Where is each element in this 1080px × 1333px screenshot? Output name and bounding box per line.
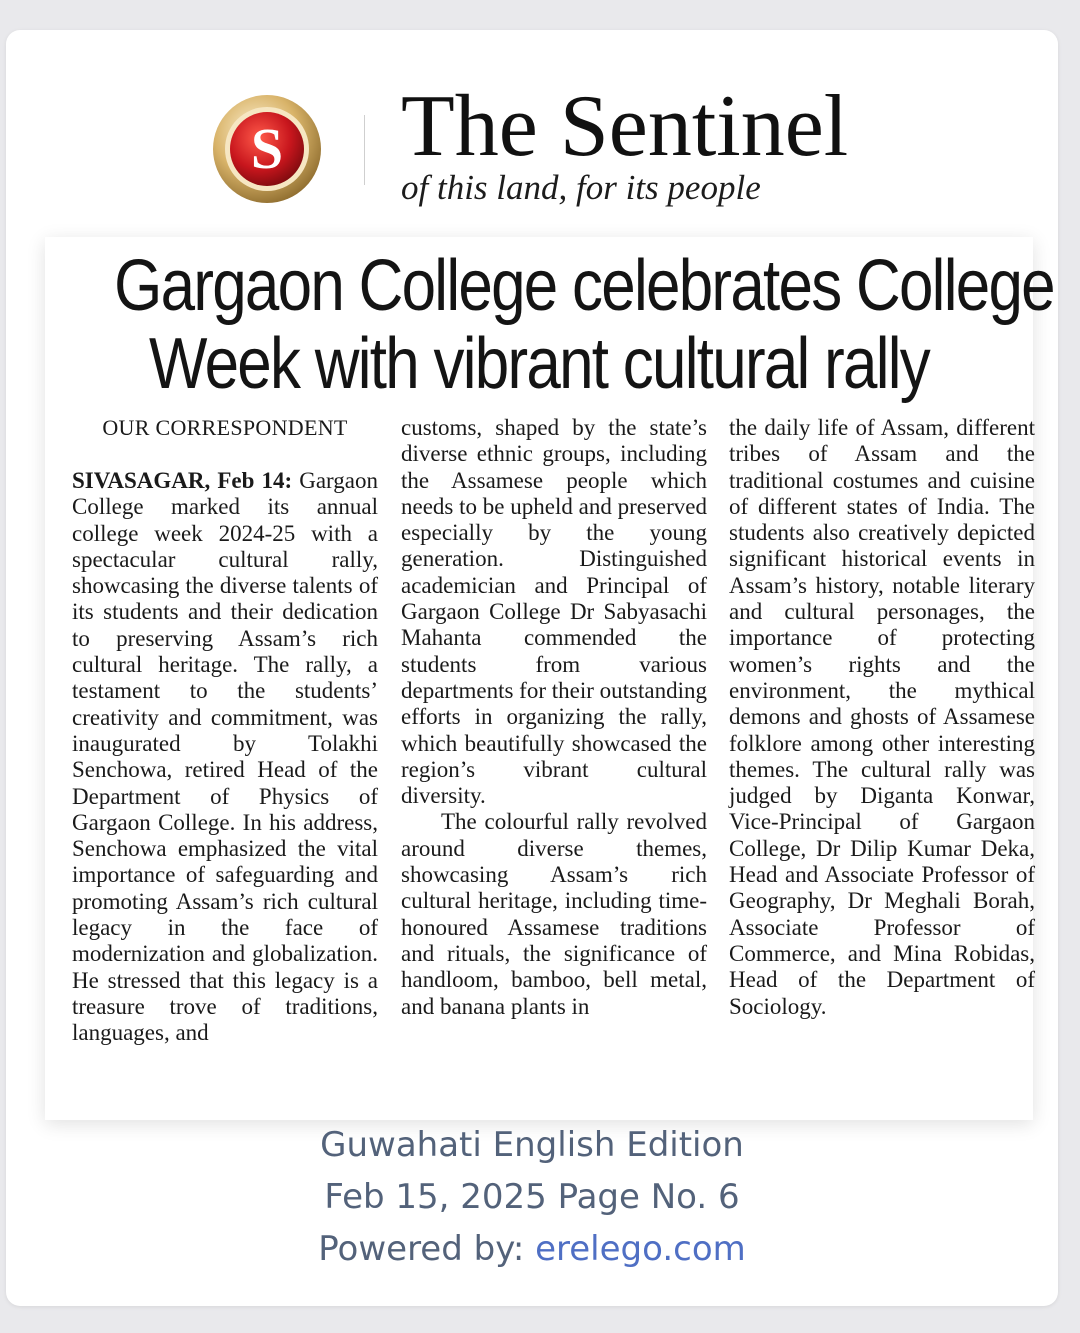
- headline-line-2: Week with vibrant cultural rally: [148, 324, 930, 404]
- clipping-card: [6, 30, 1058, 1306]
- column-3-paragraph: the daily life of Assam, different tribes of Assam and the traditional costumes and cuisine of different states of India. The students also creatively depicted significant historical events in Assam’s history, notable literary and cultural personages, the importance of protecting women’s rights and the environment, the mythical demons and ghosts of Assamese folklore among other interesting themes. The cultural rally was judged by Diganta Konwar, Vice-Principal of Gargaon College, Dr Dilip Kumar Deka, Head and Associate Professor of Geography, Dr Meghali Borah, Associate Professor of Commerce, and Mina Robidas, Head of the Department of Sociology.: [729, 415, 1035, 1019]
- column-2-paragraph-2: The colourful rally revolved around diverse themes, showcasing Assam’s rich cultural heritage, including time-honoured Assamese traditions and rituals, the significance of handloom, bamboo, bell metal, and banana plants in: [401, 809, 707, 1019]
- masthead: [6, 30, 1058, 205]
- article-headline: [114, 246, 1054, 404]
- newspaper-title: The Sentinel: [401, 78, 849, 175]
- sentinel-logo-icon: [211, 93, 323, 205]
- column-1-paragraph: [72, 468, 378, 1047]
- masthead-divider: [364, 115, 365, 185]
- newspaper-tagline: of this land, for its people: [401, 168, 761, 207]
- news-clipping: [45, 237, 1054, 1120]
- powered-by-label: Powered by:: [318, 1229, 536, 1269]
- logo-letter: S: [250, 116, 284, 181]
- article-column-2: [401, 415, 707, 1020]
- erelego-link[interactable]: erelego.com: [535, 1229, 746, 1269]
- article-column-1: [72, 415, 378, 1047]
- edition-footer: [6, 1119, 1058, 1275]
- column-1-text: Gargaon College marked its annual college week 2024-25 with a spectacular cultural rally, showcasing the diverse talents of its students and their dedication to preserving Assam’s rich cultural heritage. The rally, a testament to the students’ creativity and commitment, was inaugurated by Tolakhi Senchowa, retired Head of the Department of Physics of Gargaon College. In his address, Senchowa emphasized the vital importance of safeguarding and promoting Assam’s rich cultural legacy in the face of modernization and globalization. He stressed that this legacy is a treasure trove of traditions, languages, and: [72, 468, 378, 1046]
- dateline: SIVASAGAR, Feb 14:: [72, 468, 293, 493]
- powered-by: [6, 1223, 1058, 1275]
- article-column-3: [729, 415, 1035, 1020]
- edition-name: Guwahati English Edition: [320, 1125, 744, 1165]
- headline-line-1: Gargaon College celebrates College: [114, 246, 1054, 326]
- column-2-paragraph-1: customs, shaped by the state’s diverse ethnic groups, including the Assamese people which needs to be upheld and preserved especially by the young generation. Distinguished academician and Principal of Gargaon College Dr Sabyasachi Mahanta commended the students from various departments for their outstanding efforts in organizing the rally, which beautifully showcased the region’s vibrant cultural diversity.: [401, 415, 707, 809]
- edition-date-page: Feb 15, 2025 Page No. 6: [324, 1177, 740, 1217]
- byline: OUR CORRESPONDENT: [102, 415, 348, 440]
